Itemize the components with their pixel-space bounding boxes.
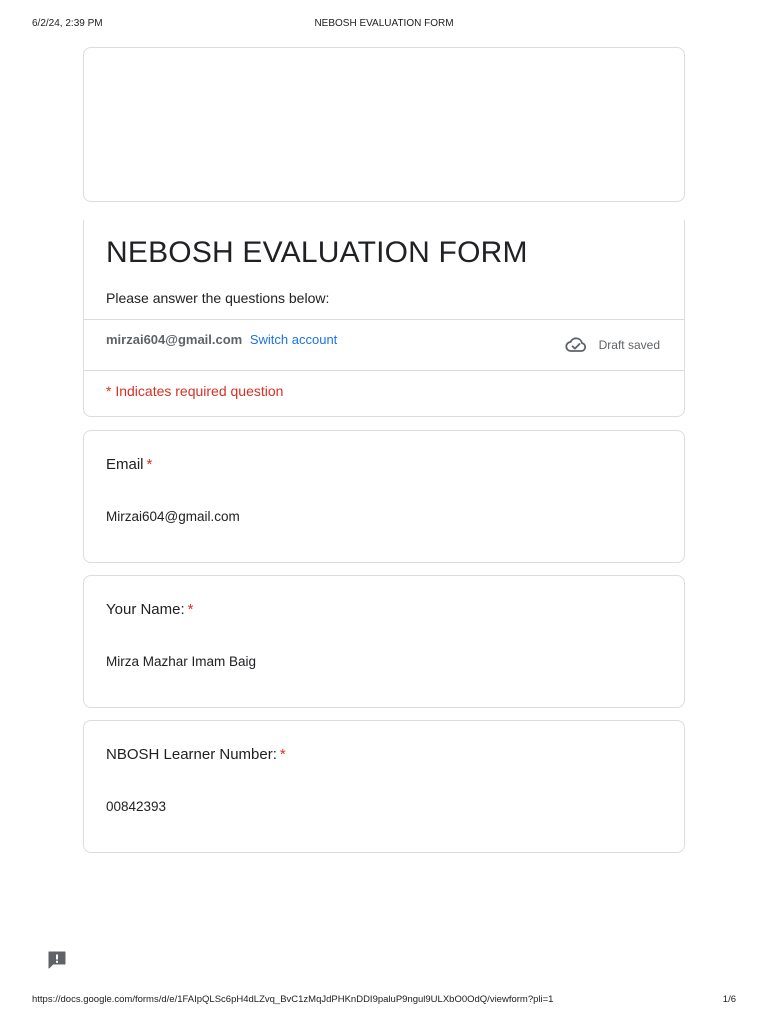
required-note: * Indicates required question — [106, 383, 284, 399]
form-header-card — [83, 220, 685, 417]
print-date: 6/2/24, 2:39 PM — [32, 18, 103, 29]
divider — [84, 319, 684, 320]
print-page-title: NEBOSH EVALUATION FORM — [314, 18, 454, 29]
account-row — [106, 332, 337, 347]
form-description: Please answer the questions below: — [106, 290, 330, 306]
email-answer: Mirzai604@gmail.com — [106, 509, 240, 524]
report-feedback-icon[interactable] — [47, 950, 67, 970]
print-footer — [0, 994, 768, 1008]
switch-account-link[interactable]: Switch account — [249, 332, 338, 347]
required-asterisk: * — [187, 601, 194, 618]
account-email: mirzai604@gmail.com — [106, 332, 243, 347]
print-header — [0, 18, 768, 32]
form-header-banner — [83, 47, 685, 202]
question-your-name — [83, 575, 685, 708]
cloud-check-icon — [565, 336, 587, 354]
footer-page-number: 1/6 — [722, 994, 736, 1005]
question-label — [106, 456, 152, 473]
name-answer: Mirza Mazhar Imam Baig — [106, 654, 257, 669]
divider — [84, 370, 684, 371]
draft-status — [565, 335, 660, 355]
draft-status-text: Draft saved — [598, 338, 660, 352]
form-title: NEBOSH EVALUATION FORM — [106, 236, 528, 269]
question-label-text: Your Name: — [106, 601, 185, 618]
question-label-text: Email — [106, 456, 144, 473]
learner-number-answer: 00842393 — [106, 799, 167, 814]
footer-url: https://docs.google.com/forms/d/e/1FAIpQLSc6pH4dLZvq_BvC1zMqJdPHKnDDI9paluP9ngul9ULXbO0OdQ/viewform?pli=1 — [32, 994, 554, 1005]
question-label-text: NBOSH Learner Number: — [106, 746, 277, 763]
question-learner-number — [83, 720, 685, 853]
required-asterisk: * — [279, 746, 286, 763]
question-label — [106, 601, 194, 618]
required-asterisk: * — [146, 456, 153, 473]
question-label — [106, 746, 286, 763]
question-email — [83, 430, 685, 563]
